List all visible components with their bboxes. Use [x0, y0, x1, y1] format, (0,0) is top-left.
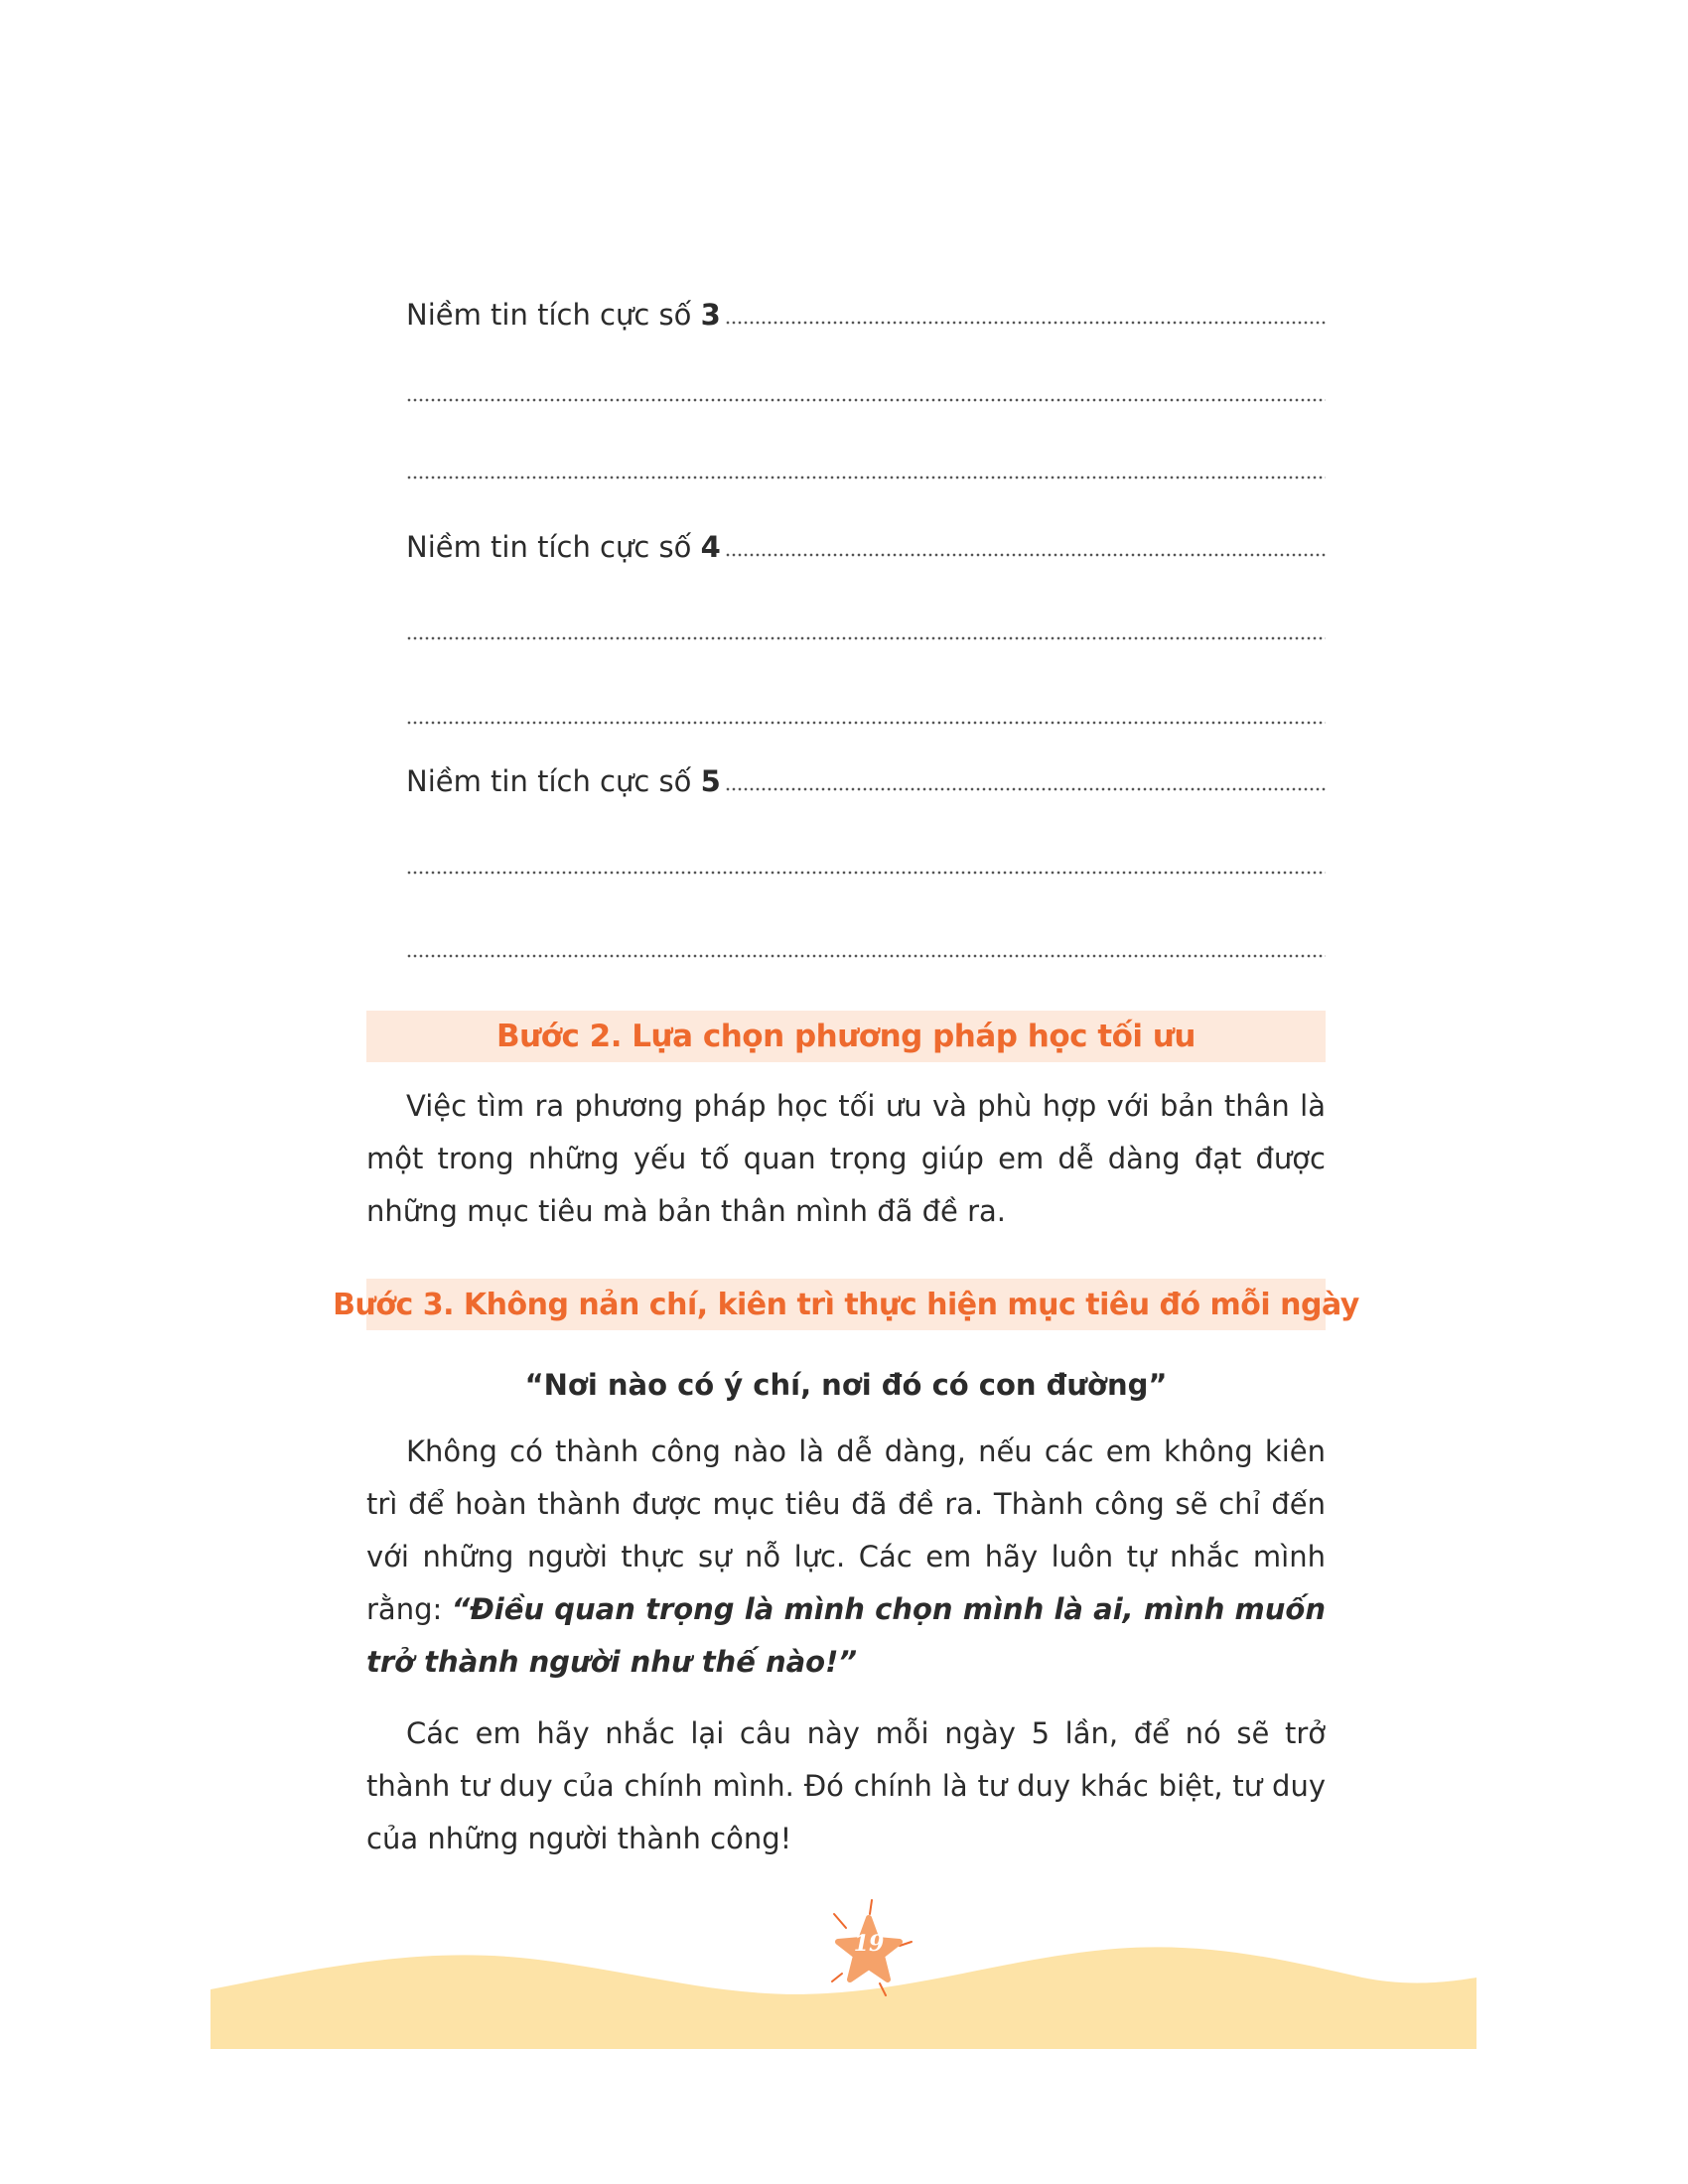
- belief-3-blank-2: [406, 445, 1326, 484]
- belief-4-label: Niềm tin tích cực số 4: [406, 530, 721, 564]
- belief-3-line: [406, 290, 1326, 330]
- dotted-line[interactable]: [406, 636, 1326, 640]
- belief-3-label: Niềm tin tích cực số 3: [406, 298, 721, 332]
- belief-4-blank-2: [406, 690, 1326, 730]
- step-2-paragraph: Việc tìm ra phương pháp học tối ưu và phù hợp với bản thân là một trong những yếu tố quan trọng giúp em dễ dàng đạt được những mục tiêu mà bản thân mình đã đề ra.: [366, 1089, 1326, 1228]
- dotted-line[interactable]: [406, 476, 1326, 479]
- step-3-paragraph-1: Không có thành công nào là dễ dàng, nếu các em không kiên trì để hoàn thành được mục tiêu đã đề ra. Thành công sẽ chỉ đến với những người thực sự nỗ lực. Các em hãy luôn tự nhắc mình rằng: “Điều quan trọng là mình chọn mình là ai, mình muốn trở thành người như thế nào!”: [366, 1434, 1326, 1679]
- page-number: 19: [853, 1931, 885, 1957]
- belief-5-line: [406, 756, 1326, 796]
- belief-5-blank-2: [406, 923, 1326, 963]
- dotted-line[interactable]: [406, 398, 1326, 402]
- belief-5-blank-1: [406, 840, 1326, 880]
- dotted-line[interactable]: [725, 787, 1326, 791]
- dotted-line[interactable]: [406, 721, 1326, 725]
- dotted-line[interactable]: [725, 553, 1326, 557]
- step-3-quote: “Nơi nào có ý chí, nơi đó có con đường”: [524, 1368, 1168, 1402]
- dotted-line[interactable]: [406, 871, 1326, 875]
- step-3-paragraph-2: Các em hãy nhắc lại câu này mỗi ngày 5 lần, để nó sẽ trở thành tư duy của chính mình. Đó chính là tư duy khác biệt, tư duy của những người thành công!: [366, 1716, 1326, 1855]
- belief-4-line: [406, 522, 1326, 562]
- step-3-heading: Bước 3. Không nản chí, kiên trì thực hiện mục tiêu đó mỗi ngày: [366, 1279, 1326, 1330]
- step-2-heading: Bước 2. Lựa chọn phương pháp học tối ưu: [366, 1011, 1326, 1062]
- emphasis-quote: “Điều quan trọng là mình chọn mình là ai, mình muốn trở thành người như thế nào!”: [366, 1592, 1326, 1679]
- belief-4-blank-1: [406, 606, 1326, 645]
- dotted-line[interactable]: [406, 954, 1326, 958]
- belief-3-blank-1: [406, 367, 1326, 407]
- belief-5-label: Niềm tin tích cực số 5: [406, 764, 721, 798]
- dotted-line[interactable]: [725, 321, 1326, 325]
